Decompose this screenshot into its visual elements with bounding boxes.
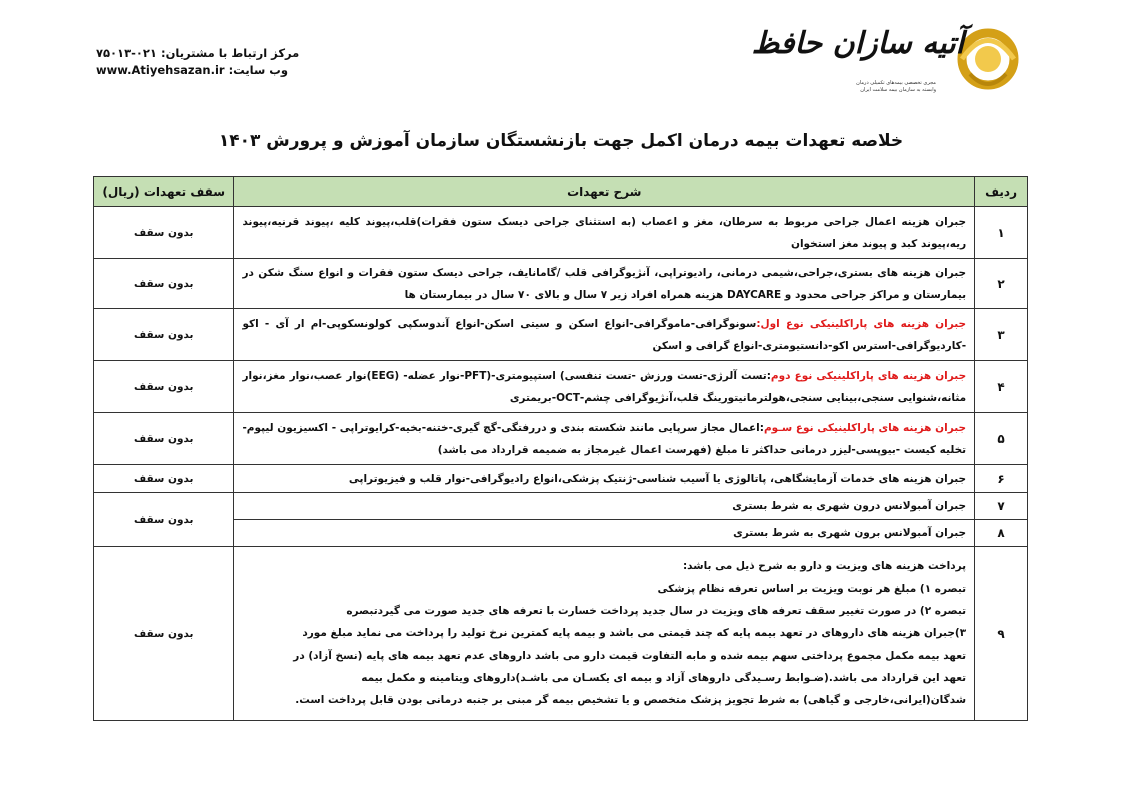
- row-cap: بدون سقف: [94, 309, 234, 361]
- row-description: جبران هزینه های خدمات آزمایشگاهی، پاتالوژی یا آسیب شناسی-ژنتیک پزشکی،انواع رادیوگرافی-نوار قلب و فیزیوتراپی: [234, 465, 975, 493]
- row-line: تعهد بیمه مکمل مجموع پرداختی سهم بیمه شده و مابه التفاوت قیمت دارو می باشد داروهای عدم تعهد بیمه های پایه (نسخ آزاد) در: [293, 649, 967, 662]
- table-row: [94, 465, 1028, 493]
- row-index: ۲: [975, 259, 1028, 309]
- contact-info: [96, 45, 316, 79]
- row-line: شدگان(ایرانی،خارجی و گیاهی) به شرط تجویز پزشک متخصص و یا تشخیص بیمه گر مبنی بر جنبه درمانی بودن قابل پرداخت است.: [295, 694, 967, 707]
- website-link[interactable]: www.Atiyehsazan.ir: [96, 63, 225, 77]
- page-header: [0, 0, 1122, 120]
- row-cap: بدون سقف: [94, 465, 234, 493]
- table-header-row: [94, 177, 1028, 207]
- table-row: [94, 259, 1028, 309]
- contact-phone: ۰۲۱-۷۵۰۱۳: [96, 46, 157, 60]
- table-row: [94, 547, 1028, 721]
- logo-tagline-secondary: وابسته به سازمان بیمه سلامت ایران: [860, 87, 936, 93]
- table-row: [94, 207, 1028, 259]
- row-text: :تست آلرژی-تست ورزش -تست تنفسی) استپیومتری-(PFT-نوار عضله- (EEG)نوار عصب،نوار مغز،نوار مثانه،شنوایی سنجی،بینایی سنجی،هولترمانیتورینگ قلب،آنژیوگرافی چشم-OCT-بریمتری: [242, 369, 967, 404]
- row-description: [234, 361, 975, 413]
- header-index: ردیف: [975, 177, 1028, 207]
- table-row: [94, 413, 1028, 465]
- website-label: وب سایت:: [228, 63, 289, 77]
- row-index: ۳: [975, 309, 1028, 361]
- row-heading-red: جبران هزینه های پاراکلینیکی نوع سـوم: [763, 421, 967, 434]
- header-cap: سقف تعهدات (ریال): [94, 177, 234, 207]
- row-line: ۳)جبران هزینه های داروهای در تعهد بیمه پایه که چند قیمتی می باشد و بیمه پایه کمترین نرخ تولید را پرداخت می نماید مبلغ مورد: [302, 627, 967, 640]
- row-index: ۷: [975, 493, 1028, 520]
- row-cap: بدون سقف: [94, 493, 234, 547]
- row-cap: بدون سقف: [94, 207, 234, 259]
- row-description: [234, 547, 975, 721]
- table-row: [94, 493, 1028, 520]
- row-index: ۴: [975, 361, 1028, 413]
- row-text: :اعمال مجاز سرپایی مانند شکسته بندی و دررفتگی-گچ گیری-ختنه-بخیه-کرایوتراپی - اکسیزیون لیپوم-تخلیه کیست -بیوپسی-لیزر درمانی حداکثر تا مبلغ (فهرست اعمال غیرمجاز به ضمیمه قرارداد می باشد): [242, 421, 967, 456]
- contact-label: مرکز ارتباط با مشتریان:: [160, 46, 300, 60]
- row-heading-red: جبران هزینه های پاراکلینیکی نوع دوم: [770, 369, 967, 382]
- row-description: جبران آمبولانس برون شهری به شرط بستری: [234, 520, 975, 547]
- company-logo: [751, 14, 1026, 104]
- row-cap: بدون سقف: [94, 361, 234, 413]
- header-description: شرح تعهدات: [234, 177, 975, 207]
- row-line: تبصره ۲) در صورت تغییر سقف تعرفه های ویزیت در سال جدید پرداخت خسارت با تعرفه های جدید صورت می گیردتبصره: [346, 605, 967, 618]
- row-description: جبران هزینه اعمال جراحی مربوط به سرطان، مغز و اعصاب (به استثنای جراحی دیسک ستون فقرات)قلب،پیوند کلیه ،پیوند قرنیه،پیوند ریه،پیوند کبد و پیوند مغز استخوان: [234, 207, 975, 259]
- terms-table: [93, 176, 1028, 721]
- row-description: جبران هزینه های بستری،جراحی،شیمی درمانی، رادیوتراپی، آنژیوگرافی قلب /گامانایف، جراحی دیسک ستون فقرات و انواع سنگ شکن در بیمارستان و مراکز جراحی محدود و DAYCARE هزینه همراه افراد زیر ۷ سال و بالای ۷۰ سال در بیمارستان ها: [234, 259, 975, 309]
- row-line: پرداخت هزینه های ویزیت و دارو به شرح ذیل می باشد:: [682, 560, 967, 573]
- table-row: [94, 520, 1028, 547]
- row-index: ۱: [975, 207, 1028, 259]
- row-index: ۸: [975, 520, 1028, 547]
- row-description: [234, 309, 975, 361]
- row-line: تعهد این قرارداد می باشد.(ضـوابط رسـیدگی داروهای آزاد و بیمه ای یکسـان می باشـد)داروهای ویتامینه و مکمل بیمه: [361, 671, 967, 684]
- logo-name: آتیه سازان حافظ: [751, 26, 964, 61]
- row-cap: بدون سقف: [94, 259, 234, 309]
- row-description: [234, 413, 975, 465]
- table-row: [94, 361, 1028, 413]
- logo-tagline: مجری تخصصی بیمه‌های تکمیلی درمان: [856, 80, 936, 86]
- row-heading-red: جبران هزینه های پاراکلینیکی نوع اول:: [756, 317, 967, 330]
- row-index: ۵: [975, 413, 1028, 465]
- contact-line: [96, 45, 316, 62]
- table-row: [94, 309, 1028, 361]
- row-text: سونوگرافی-ماموگرافی-انواع اسکن و سیتی اسکن-انواع آندوسکپی کولونسکوپی-ام ار آی - اکو -کاردیوگرافی-استرس اکو-دانستیومتری-انواع گرافی و اسکن: [242, 317, 967, 352]
- row-index: ۶: [975, 465, 1028, 493]
- website-line: [96, 62, 316, 79]
- row-line: تبصره ۱) مبلغ هر نوبت ویزیت بر اساس تعرفه نظام پزشکی: [657, 582, 967, 595]
- page-title: خلاصه تعهدات بیمه درمان اکمل جهت بازنشستگان سازمان آموزش و پرورش ۱۴۰۳: [218, 131, 904, 151]
- row-description: جبران آمبولانس درون شهری به شرط بستری: [234, 493, 975, 520]
- row-index: ۹: [975, 547, 1028, 721]
- row-cap: بدون سقف: [94, 547, 234, 721]
- row-cap: بدون سقف: [94, 413, 234, 465]
